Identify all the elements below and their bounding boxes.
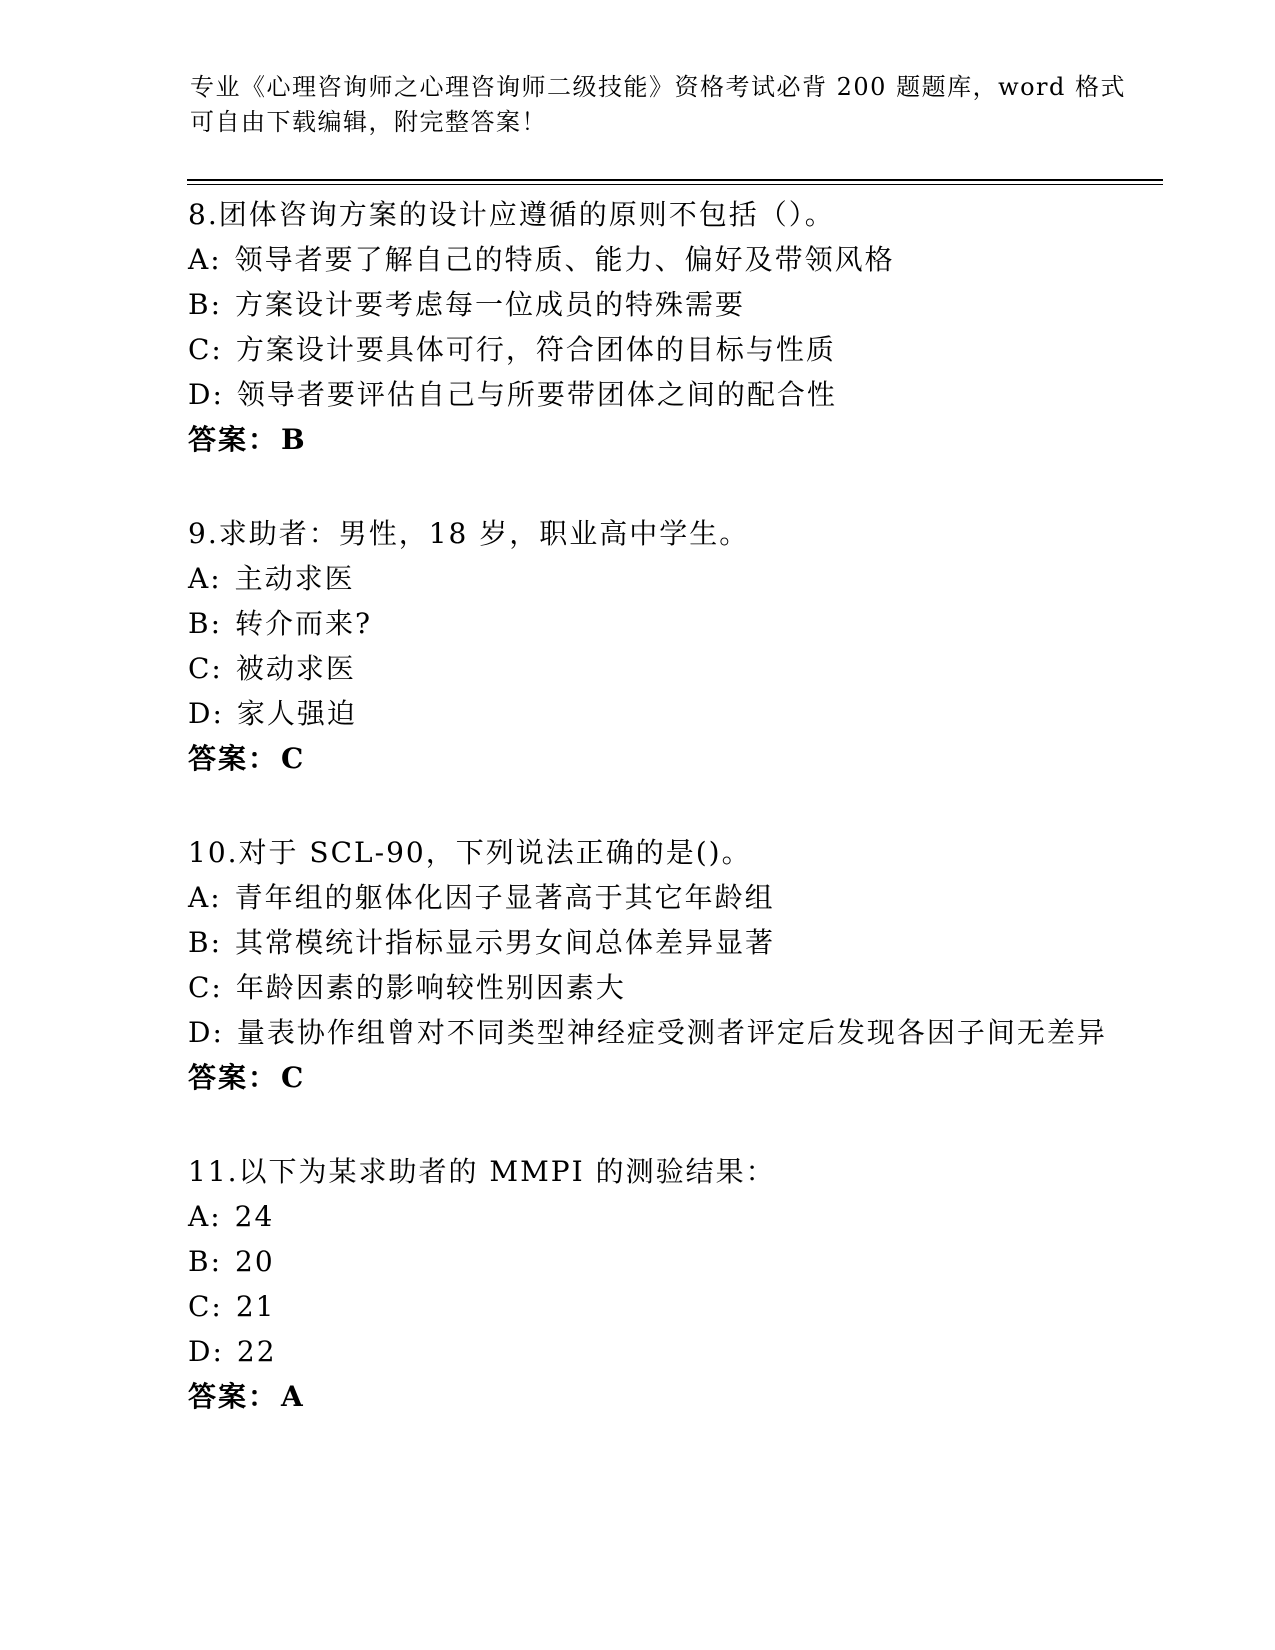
option-text: 家人强迫 (236, 697, 357, 730)
question-number: 10. (188, 836, 239, 869)
option-b (188, 601, 1188, 646)
option-text: 24 (234, 1200, 275, 1233)
option-b (188, 1239, 1188, 1284)
question-block-9 (188, 511, 1188, 781)
question-title (188, 1149, 1188, 1194)
document-header (190, 70, 1165, 140)
answer-label: 答案： (188, 1061, 279, 1094)
option-label: B: (188, 1245, 223, 1278)
option-text: 方案设计要具体可行，符合团体的目标与性质 (235, 333, 836, 366)
option-b (188, 282, 1188, 327)
question-text: 求助者：男性，18 岁，职业高中学生。 (218, 517, 750, 550)
header-line-1: 专业《心理咨询师之心理咨询师二级技能》资格考试必背 200 题题库，word 格式 (190, 73, 1127, 101)
option-text: 转介而来? (235, 607, 373, 640)
option-text: 被动求医 (235, 652, 356, 685)
question-title (188, 511, 1188, 556)
option-text: 方案设计要考虑每一位成员的特殊需要 (235, 288, 746, 321)
question-list (188, 192, 1188, 1419)
option-label: D: (188, 378, 224, 411)
question-number: 9. (188, 517, 219, 550)
question-block-11 (188, 1149, 1188, 1419)
option-label: A: (188, 562, 222, 595)
option-label: C: (188, 333, 223, 366)
option-text: 年龄因素的影响较性别因素大 (235, 971, 626, 1004)
answer-value: B (281, 423, 307, 456)
option-c (188, 646, 1188, 691)
option-text: 领导者要评估自己与所要带团体之间的配合性 (236, 378, 837, 411)
option-text: 其常模统计指标显示男女间总体差异显著 (235, 926, 776, 959)
option-text: 青年组的躯体化因子显著高于其它年龄组 (234, 881, 775, 914)
option-label: D: (188, 1016, 224, 1049)
option-c (188, 1284, 1188, 1329)
option-b (188, 920, 1188, 965)
option-label: B: (188, 926, 223, 959)
option-label: A: (188, 243, 222, 276)
option-d (188, 372, 1188, 417)
option-d (188, 1329, 1188, 1374)
answer-line (188, 1374, 1188, 1419)
answer-value: C (281, 1061, 306, 1094)
header-divider (187, 179, 1163, 185)
option-text: 量表协作组曾对不同类型神经症受测者评定后发现各因子间无差异 (236, 1016, 1107, 1049)
option-label: D: (188, 1335, 224, 1368)
option-a (188, 1194, 1188, 1239)
option-d (188, 1010, 1188, 1055)
question-block-8 (188, 192, 1188, 462)
option-label: D: (188, 697, 224, 730)
question-block-10 (188, 830, 1188, 1100)
option-label: C: (188, 1290, 223, 1323)
option-text: 主动求医 (234, 562, 355, 595)
option-c (188, 327, 1188, 372)
answer-value: A (281, 1380, 305, 1413)
question-text: 以下为某求助者的 MMPI 的测验结果： (238, 1155, 776, 1188)
option-text: 领导者要了解自己的特质、能力、偏好及带领风格 (234, 243, 895, 276)
question-text: 对于 SCL-90，下列说法正确的是()。 (238, 836, 752, 869)
option-a (188, 875, 1188, 920)
answer-line (188, 736, 1188, 781)
option-label: C: (188, 971, 223, 1004)
option-label: B: (188, 288, 223, 321)
option-text: 22 (236, 1335, 277, 1368)
answer-value: C (281, 742, 306, 775)
option-d (188, 691, 1188, 736)
option-label: A: (188, 1200, 222, 1233)
option-label: C: (188, 652, 223, 685)
question-title (188, 192, 1188, 237)
option-label: A: (188, 881, 222, 914)
header-line-2: 可自由下载编辑，附完整答案！ (190, 108, 547, 136)
option-a (188, 237, 1188, 282)
option-text: 21 (235, 1290, 276, 1323)
answer-label: 答案： (188, 742, 279, 775)
answer-label: 答案： (188, 1380, 279, 1413)
option-label: B: (188, 607, 223, 640)
question-number: 11. (188, 1155, 239, 1188)
answer-line (188, 417, 1188, 462)
answer-line (188, 1055, 1188, 1100)
option-c (188, 965, 1188, 1010)
question-title (188, 830, 1188, 875)
question-number: 8. (188, 198, 219, 231)
question-text: 团体咨询方案的设计应遵循的原则不包括（）。 (218, 198, 835, 231)
option-text: 20 (235, 1245, 275, 1278)
answer-label: 答案： (188, 423, 279, 456)
option-a (188, 556, 1188, 601)
